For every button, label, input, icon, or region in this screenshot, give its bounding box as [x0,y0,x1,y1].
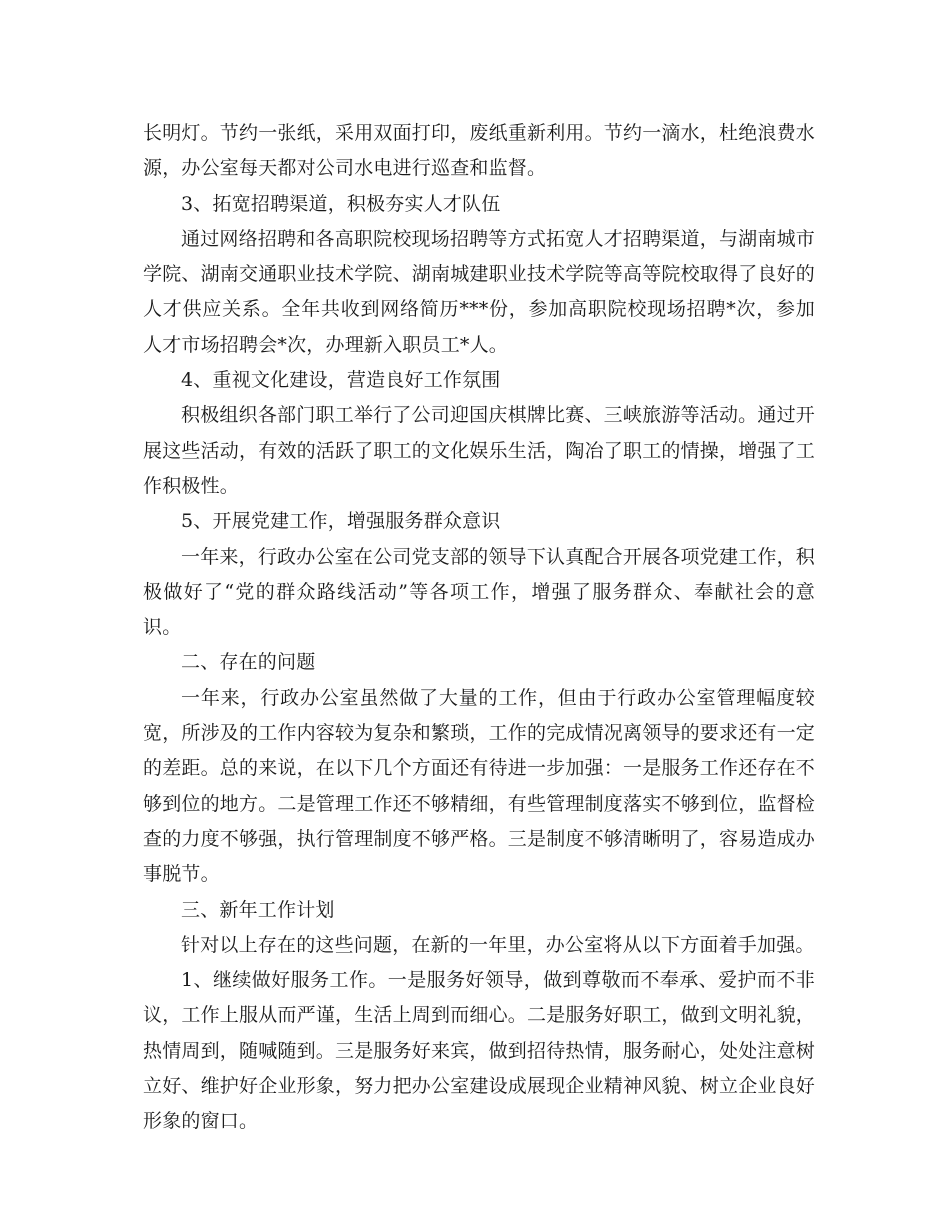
paragraph-problems: 一年来，行政办公室虽然做了大量的工作，但由于行政办公室管理幅度较宽，所涉及的工作内容较为复杂和繁琐，工作的完成情况离领导的要求还有一定的差距。总的来说，在以下几个方面还有待进一步加强：一是服务工作还存在不够到位的地方。二是管理工作还不够精细，有些管理制度落实不够到位，监督检查的力度不够强，执行管理制度不够严格。三是制度不够清晰明了，容易造成办事脱节。 [143,686,816,886]
heading-recruitment: 3、拓宽招聘渠道，积极夯实人才队伍 [181,192,501,215]
heading-new-year-plan: 三、新年工作计划 [181,898,335,921]
heading-culture: 4、重视文化建设，营造良好工作氛围 [181,369,501,392]
paragraph-recruitment: 通过网络招聘和各高职院校现场招聘等方式拓宽人才招聘渠道，与湖南城市学院、湖南交通职业技术学院、湖南城建职业技术学院等高等院校取得了良好的人才供应关系。全年共收到网络简历***份，参加高职院校现场招聘*次，参加人才市场招聘会*次，办理新入职员工*人。 [143,227,816,356]
paragraph-culture: 积极组织各部门职工举行了公司迎国庆棋牌比赛、三峡旅游等活动。通过开展这些活动，有效的活跃了职工的文化娱乐生活，陶冶了职工的情操，增强了工作积极性。 [143,404,816,497]
paragraph-plan-intro: 针对以上存在的这些问题，在新的一年里，办公室将从以下方面着手加强。 [181,933,815,956]
paragraph-party-building: 一年来，行政办公室在公司党支部的领导下认真配合开展各项党建工作，积极做好了“党的群众路线活动”等各项工作，增强了服务群众、奉献社会的意识。 [143,545,815,639]
paragraph-1: 长明灯。节约一张纸，采用双面打印，废纸重新利用。节约一滴水，杜绝浪费水源，办公室每天都对公司水电进行巡查和监督。 [143,122,816,180]
document-body [143,116,815,1140]
paragraph-service-work: 1、继续做好服务工作。一是服务好领导，做到尊敬而不奉承、爱护而不非议，工作上服从而严谨，生活上周到而细心。二是服务好职工，做到文明礼貌，热情周到，随喊随到。三是服务好来宾，做到招待热情，服务耐心，处处注意树立好、维护好企业形象，努力把办公室建设成展现企业精神风貌、树立企业良好形象的窗口。 [143,969,816,1133]
heading-party-building: 5、开展党建工作，增强服务群众意识 [181,510,501,533]
heading-problems: 二、存在的问题 [181,651,316,674]
